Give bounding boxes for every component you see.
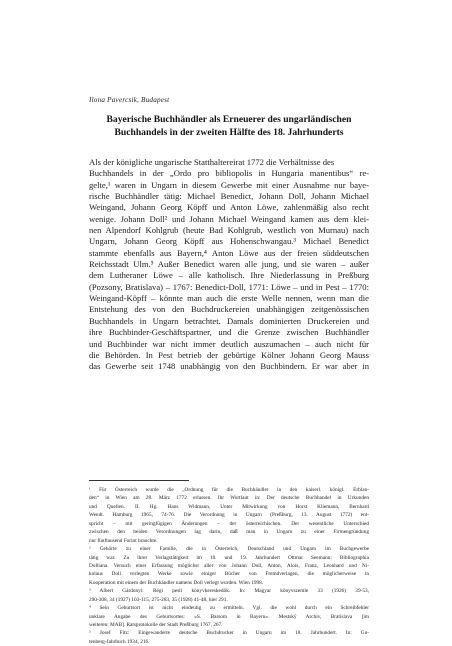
footnote-line: den“ in Wien am 28. März 1772 erlassen. Ihr Wortlaut in: Der deutsche Buchhandel in Urkunden (89, 495, 369, 502)
footnote-line: ³ Albert Gárdonyi: Régi pesti könyvkereskedők. In: Magyar könyvszemle 33 (1926) 39-53, (89, 588, 369, 595)
footnote-line: ⁵ Josef Fitz: Eingewanderte deutsche Buchdrucker in Ungarn im 18. Jahrhundert. In: Gu- (89, 630, 369, 637)
body-line: rische Buchhändler tätig: Michael Benedict, Johann Doll, Johann Michael (89, 191, 369, 202)
body-line: nen Alpendorf Kohlgrub (heute Bad Kohlgrub, westlich von Murnau) nach (89, 225, 369, 236)
footnote-line: Wendt. Hamburg 1965, 74-76. Die Verordnung in Ungarn (Preßburg, 13. August 1772) ent- (89, 512, 369, 519)
body-line: Entstehung des von den Buchdruckereien unabhängigen zeitgenössischen (89, 304, 369, 315)
footnotes (89, 486, 369, 646)
footnote-line: zwischen den beiden Verordnungen lag darin, daß man in Ungarn zu einer Firmengründung (89, 529, 369, 536)
footnote-line: tätig war. Zu ihrer Verlagstätigkeit im 18. und 19. Jahrhundert Ottmar Seemann: Bibliographia (89, 554, 369, 561)
body-line: Weingand, Johann Georg Köpff und Anton Löwe, zahlenmäßig also recht (89, 202, 369, 213)
body-line: stammte ebenfalls aus Bayern,⁴ Anton Löwe aus der freien süddeutschen (89, 247, 369, 258)
body-line: Reichsstadt Ulm.⁵ Außer Benedict waren alle jung, und sie waren – außer (89, 259, 369, 270)
footnote-line: ⁴ Sein Geburtsort ist nicht eindeutig zu ermitteln. Vgl. die wohl durch ein Schreibfehler (89, 605, 369, 612)
body-line: und Buchbinder war nicht immer deutlich auszumachen – auch nicht für (89, 338, 369, 349)
title-line-2: Buchhandels in der zweiten Hälfte des 18. Jahrhunderts (114, 126, 344, 138)
body-text (89, 157, 369, 373)
article-title (89, 114, 369, 140)
author-byline: Ilona Pavercsik, Budapest (89, 96, 170, 104)
title-line-1: Bayerische Buchhändler als Erneuerer des ungarländischen (106, 114, 352, 125)
body-line: Buchhandels in Ungarn betrachtet. Damals dominierten Druckereien und (89, 315, 369, 326)
body-line: Ungarn, Johann Georg Köpff aus Hohenschwangau.³ Michael Benedict (89, 236, 369, 247)
footnote-line: nur fünftausend Forint brauchte. (89, 537, 158, 544)
body-line: Weingand-Köpff – könnte man auch die erste Welle nennen, wenn man die (89, 293, 369, 304)
body-line: wenige. Johann Doll² und Johann Michael Weingand kamen aus dem klei- (89, 213, 369, 224)
footnote-line: ² Gehörte zu einer Familie, die in Österreich, Deutschland und Ungarn im Buchgewerbe (89, 546, 369, 553)
body-line: das Gewerbe seit 1748 unabhängig von den Buchbindern. Er war aber in (89, 361, 369, 372)
body-line: gelte,¹ waren in Ungarn in diesem Gewerbe mit einer Ausnahme nur baye- (89, 179, 369, 190)
body-line: ihre Buchbinder-Geschäftspartner, und die Grenze zwischen Buchhändler (89, 327, 369, 338)
body-line: dem Lutheraner Löwe – alle katholisch. Ihre Niederlassung in Preßburg (89, 270, 369, 281)
footnote-line: weiteren: MAB]. Ratsprotokolle der Stadt Preßburg 1767, 267. (89, 622, 223, 628)
body-line: die Behörden. In Pest betrieb der gebürtige Kölner Johann Georg Mauss (89, 349, 369, 360)
footnote-line: kolaus Doll verlegten Werke sowie einiger Bücher von Fremdverlagen, die möglicherweise in (89, 571, 369, 578)
footnote-separator (89, 480, 189, 481)
body-line: (Pozsony, Bratislava) – 1767: Benedict-Doll, 1771: Löwe – und in Pest – 1770: (89, 281, 369, 292)
footnote-line: 290-308, 34 (1927) 103-115, 275-283, 35 (1928) 41-48, hier 291. (89, 596, 228, 603)
footnote-line: und Quellen. II. Hg. Hans Widmann, Unter Mitwirkung von Horst Kliemann, Bernhard (89, 503, 369, 510)
footnote-line: unklare Angabe des Geburtsortes: »S. Barsom in Bayern«. Mestský Archív, Bratislava [im (89, 613, 369, 620)
footnote-line: Kooperation mit einem der Buchhändler namens Doll verlegt wurden. Wien 1998. (89, 579, 264, 586)
body-line: Buchhandels in der „Ordo pro bibliopolis in Hungaria manentibus“ re- (89, 168, 369, 179)
body-line: Als der königliche ungarische Statthaltereirat 1772 die Verhältnisse des (89, 157, 335, 167)
footnote-line: Dolliana. Versuch einer Erfassung möglichst aller von Johann Doll, Anton, Alois, Franz, Leonhard und Ni- (89, 562, 369, 569)
footnote-line: ¹ Für Österreich wurde die „Ordnung für die Buchhändler in den kaiserl. königl. Erblan- (89, 487, 369, 493)
footnote-line: tenberg-Jahrbuch 1934, 216. (89, 638, 150, 645)
footnote-line: spricht – mit geringfügigen Änderungen – der österreichischen. Der wesentliche Unterschied (89, 520, 369, 527)
